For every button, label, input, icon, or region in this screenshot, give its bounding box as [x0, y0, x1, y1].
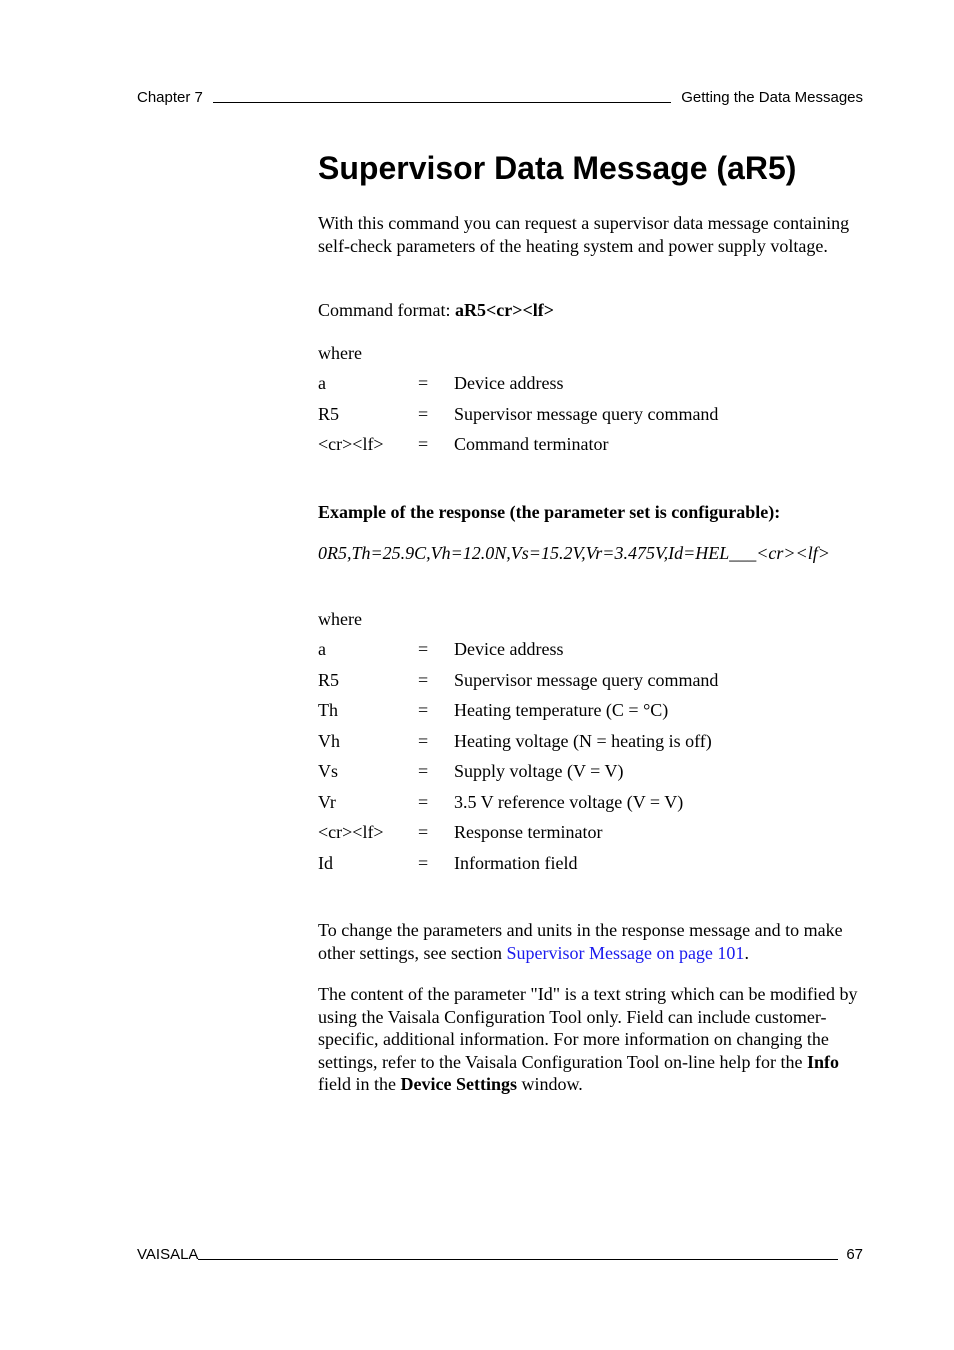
info-field-term: Info	[806, 1051, 839, 1072]
param-description: Supervisor message query command	[454, 670, 719, 690]
param-symbol: <cr><lf>	[318, 434, 384, 454]
section-label: Getting the Data Messages	[681, 89, 863, 106]
header-rule	[213, 102, 671, 103]
change-text-before: To change the parameters and units in the response message and to make other settings, see section	[318, 920, 843, 963]
page-footer	[137, 1243, 863, 1263]
param-description: Device address	[454, 639, 564, 659]
param-equals: =	[418, 639, 429, 659]
param-row	[318, 433, 863, 455]
param-description: Heating voltage (N = heating is off)	[454, 731, 712, 751]
page-number: 67	[846, 1246, 863, 1263]
param-equals: =	[418, 792, 429, 812]
chapter-label: Chapter 7	[137, 89, 203, 106]
where-label-2: where	[318, 609, 362, 629]
param-row	[318, 669, 863, 691]
command-format-value: aR5<cr><lf>	[454, 300, 554, 320]
page-header	[137, 86, 863, 106]
param-symbol: <cr><lf>	[318, 822, 384, 842]
param-equals: =	[418, 670, 429, 690]
supervisor-message-link[interactable]: Supervisor Message on page 101	[506, 942, 745, 963]
example-response-text: 0R5,Th=25.9C,Vh=12.0N,Vs=15.2V,Vr=3.475V,Id=HEL___<cr><lf>	[318, 543, 830, 563]
param-row	[318, 730, 863, 752]
example-heading: Example of the response (the parameter set is configurable):	[318, 502, 781, 522]
command-format	[318, 299, 863, 322]
param-symbol: R5	[318, 404, 340, 424]
param-symbol: R5	[318, 670, 340, 690]
intro-paragraph: With this command you can request a supervisor data message containing self-check parameters of the heating system and power supply voltage.	[318, 213, 850, 256]
param-symbol: Th	[318, 700, 338, 720]
footer-rule	[198, 1259, 838, 1260]
param-description: Command terminator	[454, 434, 609, 454]
param-description: Heating temperature (C = °C)	[454, 700, 669, 720]
param-row	[318, 791, 863, 813]
param-symbol: Vh	[318, 731, 340, 751]
param-row	[318, 699, 863, 721]
param-description: Information field	[454, 853, 578, 873]
param-symbol: Id	[318, 853, 333, 873]
page-title: Supervisor Data Message (aR5)	[318, 150, 797, 186]
param-description: Response terminator	[454, 822, 603, 842]
id-text-part2: field in the	[318, 1074, 401, 1094]
param-row	[318, 372, 863, 394]
param-equals: =	[418, 434, 429, 454]
param-description: 3.5 V reference voltage (V = V)	[454, 792, 684, 812]
change-text-after: .	[744, 942, 749, 963]
brand-label: VAISALA	[137, 1246, 199, 1263]
where-label-1: where	[318, 343, 362, 363]
param-symbol: a	[318, 373, 326, 393]
param-row	[318, 403, 863, 425]
param-description: Supply voltage (V = V)	[454, 761, 624, 781]
param-equals: =	[418, 731, 429, 751]
id-field-paragraph	[318, 983, 863, 1096]
param-description: Supervisor message query command	[454, 404, 719, 424]
example-response	[318, 542, 863, 565]
device-settings-term: Device Settings	[400, 1074, 517, 1094]
param-symbol: Vr	[318, 792, 336, 812]
param-row	[318, 852, 863, 874]
id-text-part1: The content of the parameter "Id" is a text string which can be modified by using the Vaisala Configuration Tool only. Field can include customer-specific, additional information. For more information on changing the settings, refer to the Vaisala Configuration Tool on-line help for the	[318, 984, 858, 1072]
param-equals: =	[418, 853, 429, 873]
id-text-part3: window.	[516, 1074, 583, 1094]
param-equals: =	[418, 700, 429, 720]
param-equals: =	[418, 373, 429, 393]
param-row	[318, 760, 863, 782]
param-row	[318, 821, 863, 843]
param-symbol: Vs	[318, 761, 339, 781]
param-equals: =	[418, 822, 429, 842]
command-format-label: Command format:	[318, 300, 455, 320]
change-settings-paragraph	[318, 919, 863, 964]
param-equals: =	[418, 404, 429, 424]
param-symbol: a	[318, 639, 326, 659]
param-row	[318, 638, 863, 660]
param-equals: =	[418, 761, 429, 781]
param-description: Device address	[454, 373, 564, 393]
